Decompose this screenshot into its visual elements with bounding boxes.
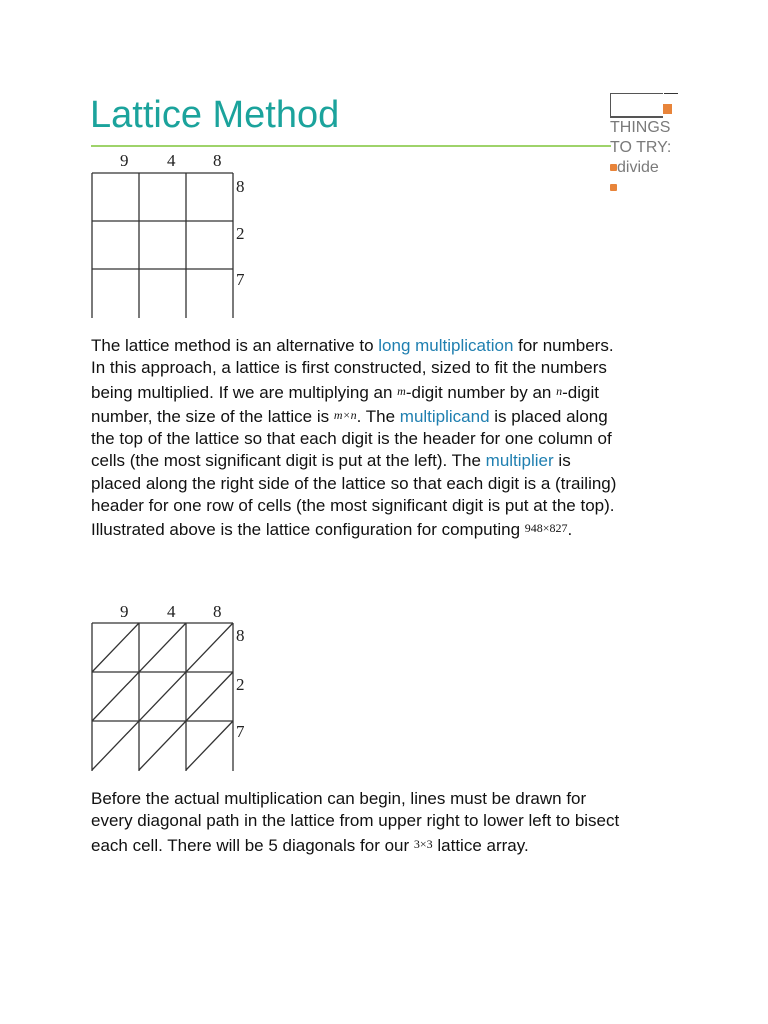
lattice1-grid xyxy=(91,172,235,318)
lattice2-top-digit: 9 xyxy=(120,602,129,621)
lattice2-right-digit: 2 xyxy=(236,675,245,694)
lattice2-grid xyxy=(91,622,235,772)
title-divider xyxy=(91,145,611,147)
lattice2-right-digit: 7 xyxy=(236,722,245,741)
page-title: Lattice Method xyxy=(90,94,340,136)
lattice2-right-digit: 8 xyxy=(236,626,245,645)
lattice2-top-digit: 8 xyxy=(213,602,222,621)
lattice1-top-digit: 8 xyxy=(213,151,222,170)
lattice2-top-digit: 4 xyxy=(167,602,176,621)
lattice1-right-digit: 7 xyxy=(236,270,245,289)
sidebar-link-divide[interactable] xyxy=(610,158,659,178)
lattice1-right-digit: 2 xyxy=(236,224,245,243)
sidebar-box xyxy=(610,93,663,118)
sidebar-heading-1: THINGS xyxy=(610,119,671,136)
link-multiplicand[interactable]: multiplicand xyxy=(399,406,490,426)
sidebar-bullet xyxy=(610,178,617,198)
lattice1-right-digit: 8 xyxy=(236,177,245,196)
expand-icon[interactable] xyxy=(663,104,672,114)
link-long-multiplication[interactable]: long multiplication xyxy=(378,336,514,355)
link-multiplier[interactable]: multiplier xyxy=(485,451,554,471)
bullet-icon xyxy=(610,184,617,191)
lattice1-top-digit: 9 xyxy=(120,151,129,170)
lattice1-top-digit: 4 xyxy=(167,151,176,170)
sidebar-heading-2: TO TRY: xyxy=(610,139,672,156)
sidebar-link-label: divide xyxy=(617,159,659,176)
paragraph-diagonals: Before the actual multiplication can begin, lines must be drawn for every diagonal path in the lattice from upper right to lower left to bisect each cell. There will be 5 diagonals for our 3×3 lattice array. xyxy=(91,789,620,855)
paragraph-intro: The lattice method is an alternative to long multiplication for numbers. In this approach, a lattice is first constructed, sized to fit the numbers being multiplied. If we are multiplying an m-digit number by an n-digit number, the size of the lattice is m×n. The multiplicand is placed along the top of the lattice so that each digit is the header for one column of cells (the most significant digit is put at the left). The multiplier is placed along the right side of the lattice so that each digit is a (trailing) header for one row of cells (the most significant digit is put at the top). Illustrated above is the lattice configuration for computing 948×827. xyxy=(91,336,617,540)
divider xyxy=(664,93,678,94)
bullet-icon xyxy=(610,164,617,171)
